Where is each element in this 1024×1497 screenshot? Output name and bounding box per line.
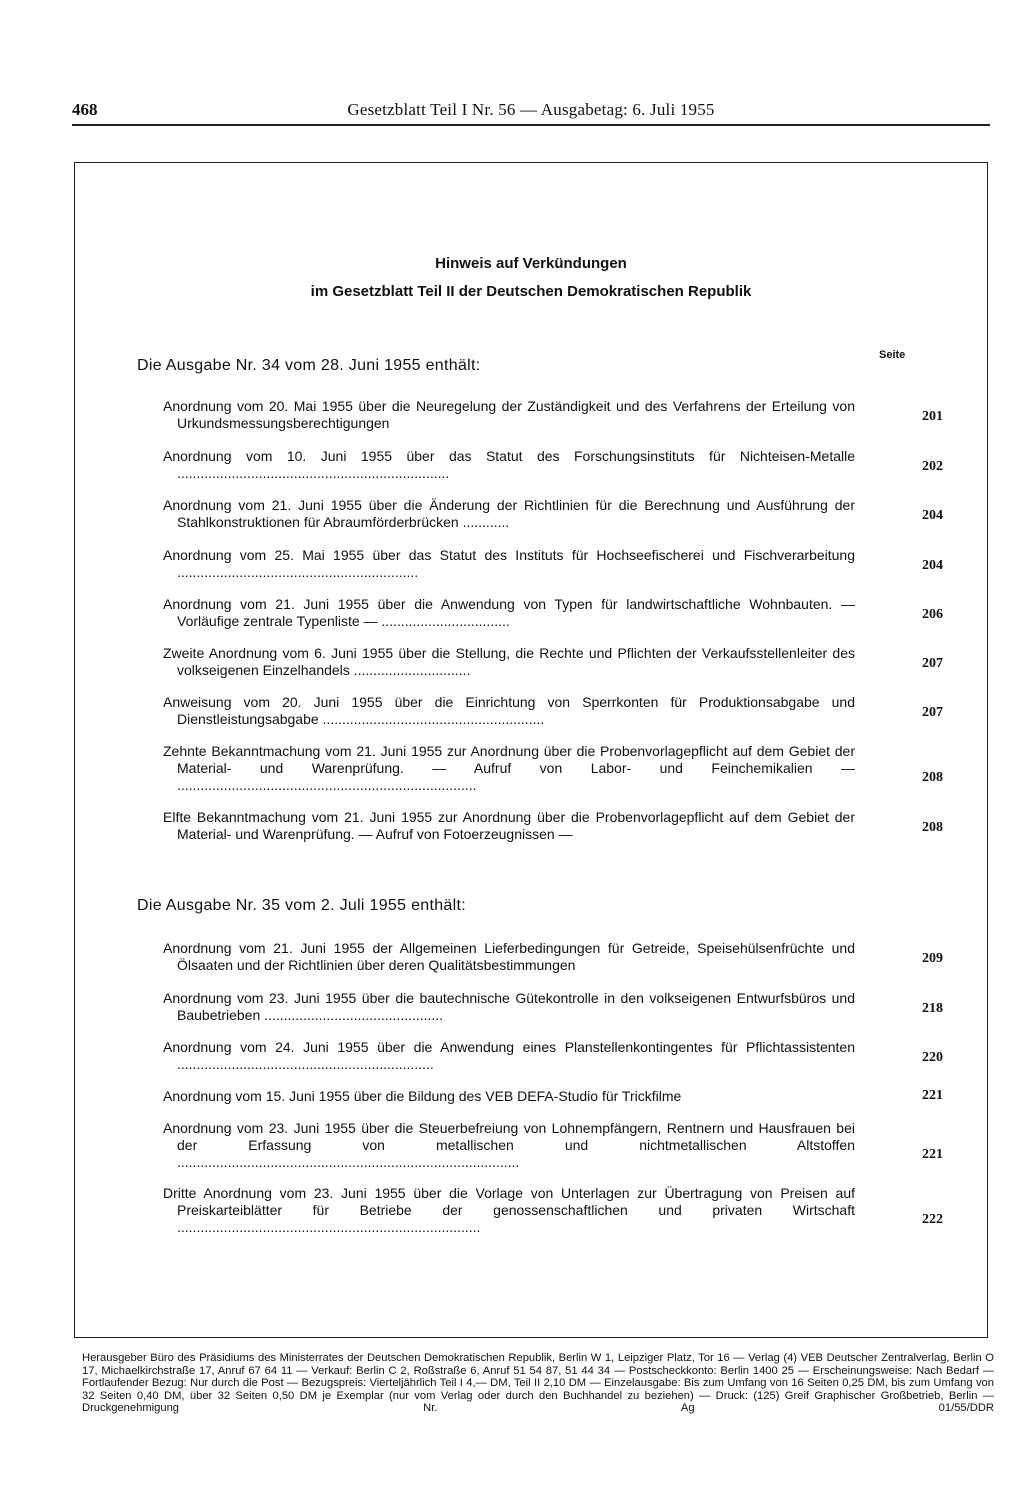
entry-title: Anordnung vom 24. Juni 1955 über die Anwendung eines Planstellenkontingentes für Pflichtassistenten ..................................................................: [163, 1039, 855, 1072]
list-item: [163, 497, 943, 531]
entry-page: 202: [922, 459, 943, 474]
issue-heading: Die Ausgabe Nr. 34 vom 28. Juni 1955 enthält:: [137, 357, 481, 374]
list-item: [163, 596, 943, 630]
entry-page: 222: [922, 1212, 943, 1227]
entry-title: Anordnung vom 21. Juni 1955 über die Änderung der Richtlinien für die Berechnung und Ausführung der Stahlkonstruktionen für Abraumförderbrücken ............: [163, 497, 855, 530]
list-item: [163, 1088, 943, 1105]
entry-page: 206: [922, 607, 943, 622]
page-column-label: Seite: [879, 349, 906, 361]
entry-title: Anordnung vom 10. Juni 1955 über das Statut des Forschungsinstituts für Nichteisen-Metalle ......................................................................: [163, 448, 855, 481]
entry-title: Anordnung vom 23. Juni 1955 über die bautechnische Gütekontrolle in den volkseigenen Entwurfsbüros und Baubetrieben ..............................................: [163, 990, 855, 1023]
entry-title: Zehnte Bekanntmachung vom 21. Juni 1955 zur Anordnung über die Probenvorlagepflicht auf dem Gebiet der Material- und Warenprüfung. — Aufruf von Labor- und Feinchemikalien — .............................................................................: [163, 743, 855, 793]
list-item: [163, 809, 943, 843]
entry-title: Anordnung vom 20. Mai 1955 über die Neuregelung der Zuständigkeit und des Verfahrens der Erteilung von Urkundsmessungsberechtigungen: [163, 398, 855, 431]
list-item: [163, 694, 943, 728]
list-item: [163, 1185, 943, 1236]
issue-heading: Die Ausgabe Nr. 35 vom 2. Juli 1955 enthält:: [137, 897, 466, 914]
list-item: [163, 940, 943, 974]
entry-title: Anweisung vom 20. Juni 1955 über die Einrichtung von Sperrkonten für Produktionsabgabe und Dienstleistungsabgabe .........................................................: [163, 694, 855, 727]
list-item: [163, 1120, 943, 1171]
page-header: [72, 100, 990, 126]
notice-title: Hinweis auf Verkündungen: [435, 255, 627, 272]
entry-title: Zweite Anordnung vom 6. Juni 1955 über die Stellung, die Rechte und Pflichten der Verkaufsstellenleiter des volkseigenen Einzelhandels ..............................: [163, 645, 855, 678]
list-item: [163, 1039, 943, 1073]
entry-page: 221: [922, 1147, 943, 1162]
list-item: [163, 448, 943, 482]
entry-page: 221: [922, 1088, 943, 1103]
list-item: [163, 398, 943, 432]
entry-page: 207: [922, 656, 943, 671]
list-item: [163, 645, 943, 679]
entry-title: Anordnung vom 21. Juni 1955 über die Anwendung von Typen für landwirtschaftliche Wohnbauten. — Vorläufige zentrale Typenliste — .................................: [163, 596, 855, 629]
entry-page: 220: [922, 1050, 943, 1065]
entry-page: 208: [922, 820, 943, 835]
entry-title: Dritte Anordnung vom 23. Juni 1955 über die Vorlage von Unterlagen zur Übertragung von Preisen auf Preiskarteiblätter für Betriebe der genossenschaftlichen und privaten Wirtschaft ..............................................................................: [163, 1185, 855, 1235]
notice-box: [74, 162, 988, 1338]
entry-page: 208: [922, 770, 943, 785]
entry-title: Anordnung vom 15. Juni 1955 über die Bildung des VEB DEFA-Studio für Trickfilme: [163, 1088, 682, 1104]
list-item: [163, 547, 943, 581]
entry-page: 204: [922, 558, 943, 573]
entry-page: 204: [922, 508, 943, 523]
page-number: 468: [72, 100, 98, 119]
entry-title: Elfte Bekanntmachung vom 21. Juni 1955 zur Anordnung über die Probenvorlagepflicht auf dem Gebiet der Material- und Warenprüfung. — Aufruf von Fotoerzeugnissen —: [163, 809, 855, 842]
entry-title: Anordnung vom 21. Juni 1955 der Allgemeinen Lieferbedingungen für Getreide, Speisehülsenfrüchte und Ölsaaten und der Richtlinien über deren Qualitätsbestimmungen: [163, 940, 855, 973]
entry-page: 201: [922, 409, 943, 424]
header-rule: [72, 124, 990, 126]
entry-title: Anordnung vom 23. Juni 1955 über die Steuerbefreiung von Lohnempfängern, Rentnern und Hausfrauen bei der Erfassung von metallischen und nichtmetallischen Altstoffen ........................................................................................: [163, 1120, 855, 1170]
list-item: [163, 990, 943, 1024]
notice-subtitle: im Gesetzblatt Teil II der Deutschen Demokratischen Republik: [310, 283, 752, 300]
entry-page: 207: [922, 705, 943, 720]
entry-page: 218: [922, 1001, 943, 1016]
entry-title: Anordnung vom 25. Mai 1955 über das Statut des Instituts für Hochseefischerei und Fischverarbeitung ..............................................................: [163, 547, 855, 580]
entry-page: 209: [922, 951, 943, 966]
imprint: Herausgeber Büro des Präsidiums des Ministerrates der Deutschen Demokratischen Republik, Berlin W 1, Leipziger Platz, Tor 16 — Verlag (4) VEB Deutscher Zentralverlag, Berlin O 17, Michaelkirchstraße 17, Anruf 67 64 11 — Verkauf: Berlin C 2, Roßstraße 6, Anruf 51 54 87, 51 44 34 — Postscheckkonto: Berlin 1400 25 — Erscheinungsweise: Nach Bedarf — Fortlaufender Bezug: Nur durch die Post — Bezugspreis: Vierteljährlich Teil I 4,— DM, Teil II 2,10 DM — Einzelausgabe: Bis zum Umfang von 16 Seiten 0,25 DM, bis zum Umfang von 32 Seiten 0,40 DM, über 32 Seiten 0,50 DM je Exemplar (nur vom Verlag oder durch den Buchhandel zu beziehen) — Druck: (125) Greif Graphischer Großbetrieb, Berlin — Druckgenehmigung Nr. Ag 01/55/DDR: [82, 1352, 994, 1415]
running-title: Gesetzblatt Teil I Nr. 56 — Ausgabetag: 6. Juli 1955: [347, 100, 715, 119]
list-item: [163, 743, 943, 794]
